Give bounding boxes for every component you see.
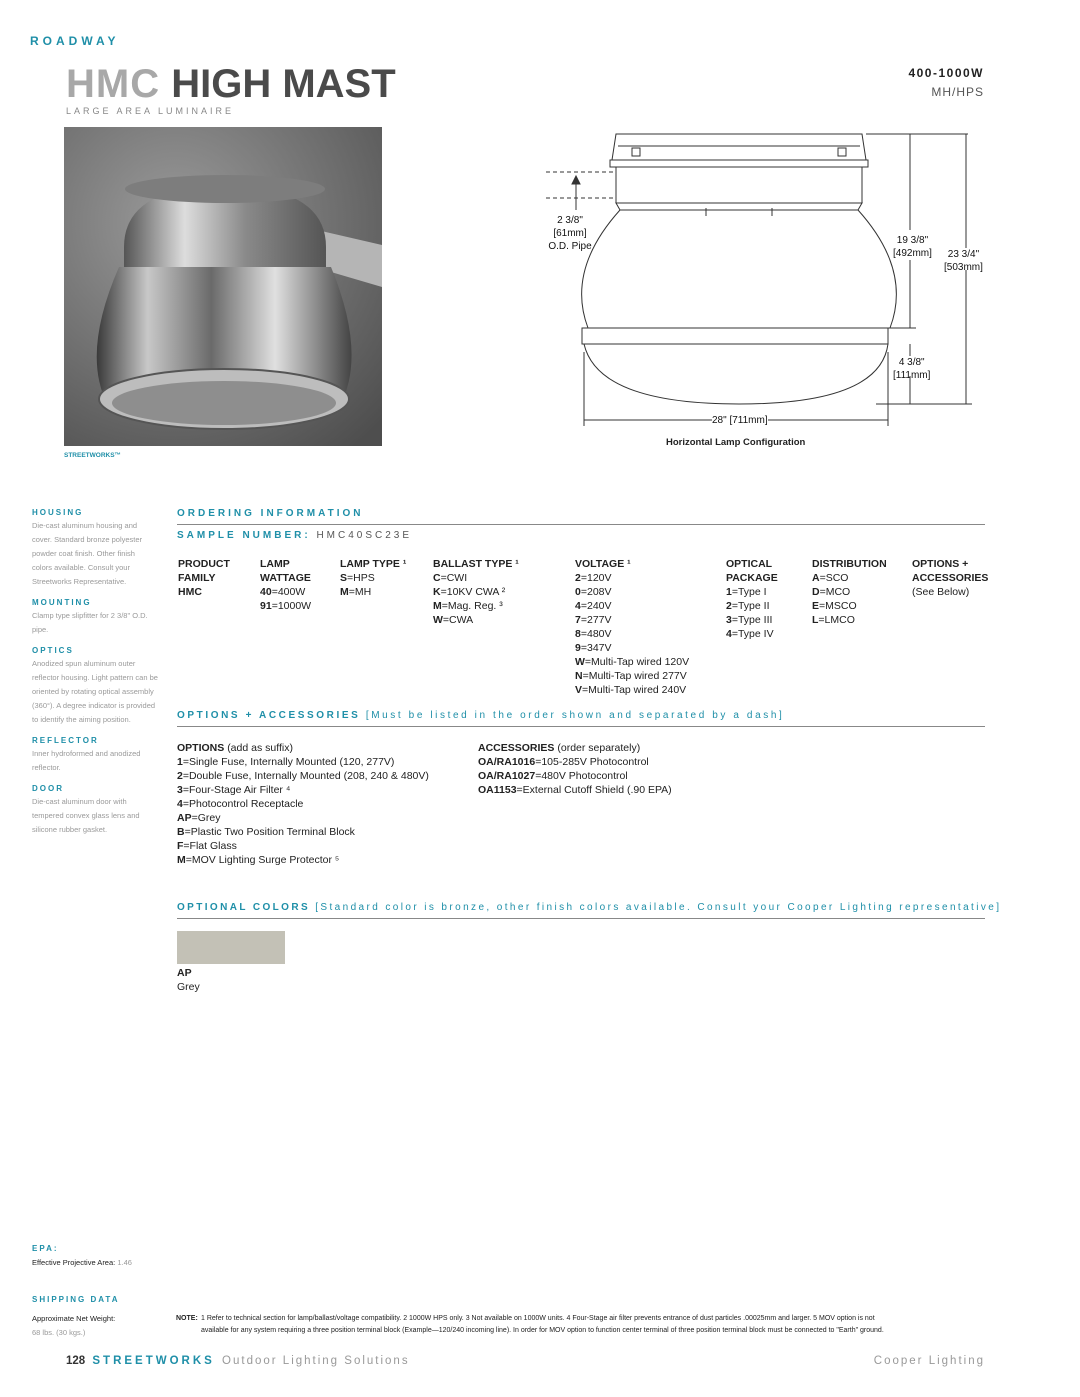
ordering-option: 0=208V bbox=[575, 586, 612, 598]
upper-height-dimension: 19 3/8" [492mm] bbox=[893, 235, 932, 259]
category-label: ROADWAY bbox=[30, 34, 120, 48]
ordering-option: 2=Type II bbox=[726, 600, 770, 612]
ordering-rule bbox=[177, 524, 985, 525]
ordering-col-distribution: DISTRIBUTION A=SCO D=MCO E=MSCO L=LMCO bbox=[812, 558, 887, 626]
lamp-types: MH/HPS bbox=[931, 85, 984, 99]
ordering-option: C=CWI bbox=[433, 572, 468, 584]
ordering-col-ballast: BALLAST TYPE ¹ C=CWI K=10KV CWA ² M=Mag. Reg. ³ W=CWA bbox=[433, 558, 519, 626]
options-heading: OPTIONS + ACCESSORIES [Must be listed in the order shown and separated by a dash] bbox=[177, 710, 785, 721]
epa-heading: EPA: bbox=[32, 1244, 59, 1253]
ordering-option: S=HPS bbox=[340, 572, 375, 584]
ordering-option: M=MH bbox=[340, 586, 372, 598]
total-height-dimension: 23 3/4" [503mm] bbox=[944, 249, 983, 273]
accessories-list bbox=[478, 741, 672, 797]
shipping-value: 68 lbs. (30 kgs.) bbox=[32, 1328, 86, 1337]
color-swatch-grey bbox=[177, 931, 285, 964]
spec-sidebar bbox=[32, 508, 158, 837]
option-item: 2=Double Fuse, Internally Mounted (208, 240 & 480V) bbox=[177, 770, 429, 782]
ordering-option: 40=400W bbox=[260, 586, 306, 598]
notes-label: NOTE: bbox=[176, 1315, 198, 1322]
option-item: 1=Single Fuse, Internally Mounted (120, 277V) bbox=[177, 756, 395, 768]
ordering-option: 3=Type III bbox=[726, 614, 773, 626]
lens-height-dimension: 4 3/8" [111mm] bbox=[893, 357, 931, 381]
ordering-col-product: PRODUCT FAMILY HMC bbox=[178, 558, 230, 598]
ordering-col-options: OPTIONS + ACCESSORIES (See Below) bbox=[912, 558, 989, 598]
ordering-option: 8=480V bbox=[575, 628, 612, 640]
brand-tag: STREETWORKS™ bbox=[64, 452, 122, 459]
notes-line-1: 1 Refer to technical section for lamp/ballast/voltage compatibility. 2 1000W HPS only. 3 Not available on 1000W units. 4 Four-Stage air filter prevents entrance of dust particles .00025mm and larger. 5 MOV option is not bbox=[201, 1315, 875, 1322]
footer-left: 128 STREETWORKS Outdoor Lighting Solutions bbox=[66, 1355, 410, 1367]
swatch-name: Grey bbox=[177, 981, 200, 993]
accessories-title: ACCESSORIES (order separately) bbox=[478, 742, 641, 754]
ordering-col-wattage: LAMP WATTAGE 40=400W 91=1000W bbox=[260, 558, 312, 612]
ordering-option: L=LMCO bbox=[812, 614, 855, 626]
option-item: 4=Photocontrol Receptacle bbox=[177, 798, 304, 810]
options-title: OPTIONS (add as suffix) bbox=[177, 742, 293, 754]
ordering-option: 1=Type I bbox=[726, 586, 767, 598]
option-item: B=Plastic Two Position Terminal Block bbox=[177, 826, 355, 838]
wattage-range: 400-1000W bbox=[908, 66, 984, 80]
product-photo bbox=[64, 127, 382, 446]
subtitle: LARGE AREA LUMINAIRE bbox=[66, 106, 235, 116]
ordering-option: 7=277V bbox=[575, 614, 612, 626]
colors-rule bbox=[177, 918, 985, 919]
option-item: AP=Grey bbox=[177, 812, 221, 824]
ordering-option: 91=1000W bbox=[260, 600, 312, 612]
ordering-option: (See Below) bbox=[912, 586, 970, 598]
ordering-heading: ORDERING INFORMATION bbox=[177, 508, 364, 519]
diagram-caption: Horizontal Lamp Configuration bbox=[666, 437, 806, 448]
ordering-option: V=Multi-Tap wired 240V bbox=[575, 684, 687, 696]
sidebar-door: DOOR Die-cast aluminum door with tempered convex glass lens and silicone rubber gasket. bbox=[32, 784, 140, 834]
footer-company: Cooper Lighting bbox=[873, 1355, 985, 1367]
title-prefix: HMC bbox=[66, 62, 161, 106]
ordering-option: W=Multi-Tap wired 120V bbox=[575, 656, 690, 668]
dimension-drawing bbox=[536, 120, 996, 440]
title-main: HIGH MAST bbox=[171, 62, 396, 106]
shipping-label: Approximate Net Weight: bbox=[32, 1314, 116, 1323]
accessory-item: OA/RA1016=105-285V Photocontrol bbox=[478, 756, 649, 768]
sidebar-housing: HOUSING Die-cast aluminum housing and cover. Standard bronze polyester powder coat finish. Other finish colors available. Consult your Streetworks Representative. bbox=[32, 508, 143, 586]
ordering-option: A=SCO bbox=[812, 572, 849, 584]
ordering-option: N=Multi-Tap wired 277V bbox=[575, 670, 687, 682]
ordering-option: W=CWA bbox=[433, 614, 474, 626]
option-item: 3=Four-Stage Air Filter ⁴ bbox=[177, 784, 291, 796]
ordering-option: M=Mag. Reg. ³ bbox=[433, 600, 503, 612]
accessory-item: OA1153=External Cutoff Shield (.90 EPA) bbox=[478, 784, 672, 796]
ordering-option: D=MCO bbox=[812, 586, 851, 598]
sample-number: SAMPLE NUMBER: HMC40SC23E bbox=[177, 530, 413, 541]
options-list bbox=[177, 741, 429, 867]
ordering-option: 4=Type IV bbox=[726, 628, 774, 640]
swatch-code: AP bbox=[177, 967, 192, 979]
pipe-dimension: 2 3/8" [61mm] O.D. Pipe bbox=[548, 215, 592, 252]
ordering-option: 4=240V bbox=[575, 600, 612, 612]
epa-value: Effective Projective Area: 1.46 bbox=[32, 1258, 132, 1267]
sidebar-optics: OPTICS Anodized spun aluminum outer reflector housing. Light pattern can be oriented by rotating optical assembly (360°). A degree indicator is provided to identify the aiming position. bbox=[32, 646, 158, 724]
sidebar-mounting: MOUNTING Clamp type slipfitter for 2 3/8" O.D. pipe. bbox=[32, 598, 148, 634]
ordering-col-voltage: VOLTAGE ¹ 2=120V 0=208V 4=240V 7=277V 8=480V 9=347V W=Multi-Tap wired 120V N=Multi-Tap wired 277V V=Multi-Tap wired 240V bbox=[575, 558, 690, 696]
shipping-heading: SHIPPING DATA bbox=[32, 1295, 120, 1304]
page-title bbox=[66, 62, 396, 106]
ordering-option: 2=120V bbox=[575, 572, 612, 584]
ordering-option: K=10KV CWA ² bbox=[433, 586, 506, 598]
colors-heading: OPTIONAL COLORS [Standard color is bronze, other finish colors available. Consult your Cooper Lighting representative] bbox=[177, 902, 1002, 913]
ordering-option: E=MSCO bbox=[812, 600, 857, 612]
option-item: F=Flat Glass bbox=[177, 840, 237, 852]
notes-line-2: available for any system requiring a three position terminal block (Example—120/240 incoming line). In order for MOV option to function center terminal of three position terminal block must be connected to "Earth" ground. bbox=[201, 1327, 884, 1334]
ordering-option: 9=347V bbox=[575, 642, 612, 654]
options-rule bbox=[177, 726, 985, 727]
ordering-option: HMC bbox=[178, 586, 202, 598]
width-dimension: 28" [711mm] bbox=[712, 415, 768, 426]
ordering-col-lamp-type: LAMP TYPE ¹ S=HPS M=MH bbox=[340, 558, 407, 598]
option-item: M=MOV Lighting Surge Protector ⁵ bbox=[177, 854, 340, 866]
ordering-col-optical: OPTICAL PACKAGE 1=Type I 2=Type II 3=Type III 4=Type IV bbox=[726, 558, 778, 640]
accessory-item: OA/RA1027=480V Photocontrol bbox=[478, 770, 628, 782]
sidebar-reflector: REFLECTOR Inner hydroformed and anodized reflector. bbox=[32, 736, 141, 772]
